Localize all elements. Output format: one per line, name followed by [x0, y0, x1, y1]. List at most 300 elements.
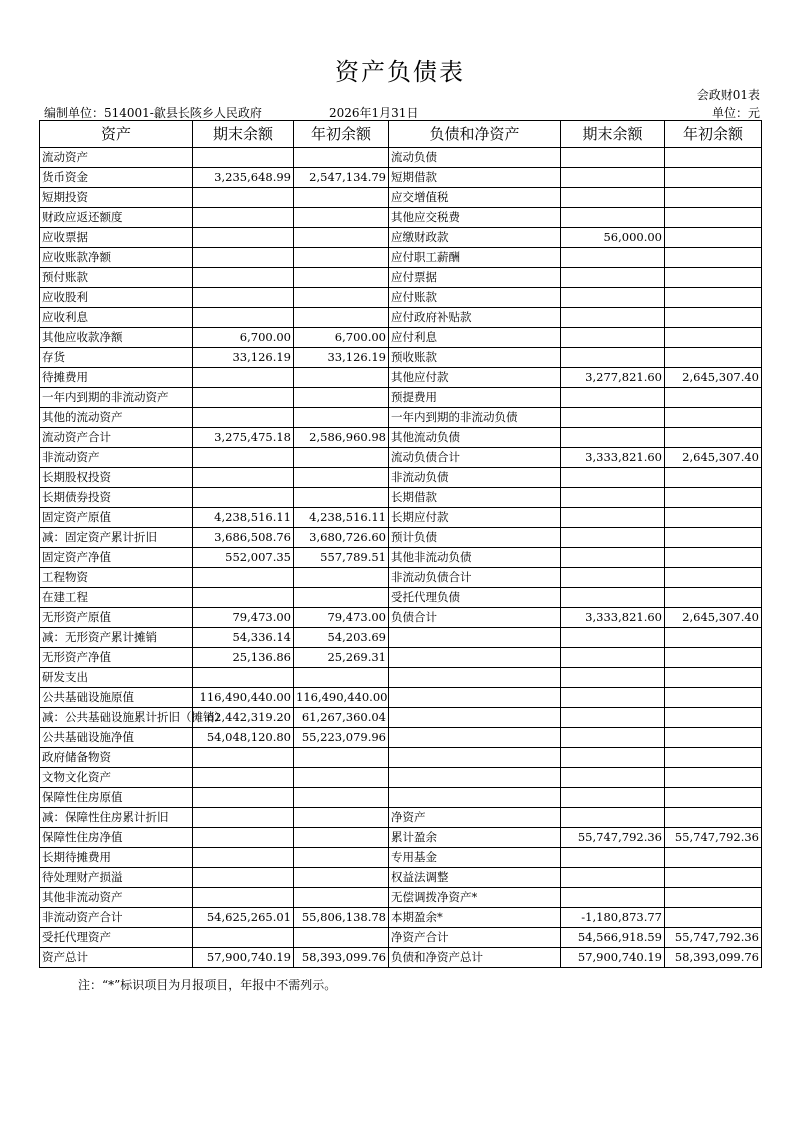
- asset-begin-balance: [294, 368, 389, 388]
- liability-item: 负债合计: [389, 608, 561, 628]
- asset-end-balance: [193, 768, 294, 788]
- header-liab-begin: 年初余额: [665, 121, 762, 148]
- liability-item: 净资产合计: [389, 928, 561, 948]
- table-row: [40, 668, 762, 688]
- liability-begin-balance: 55,747,792.36: [665, 828, 762, 848]
- asset-end-balance: 552,007.35: [193, 548, 294, 568]
- table-row: [40, 648, 762, 668]
- liability-item: 本期盈余*: [389, 908, 561, 928]
- asset-begin-balance: [294, 148, 389, 168]
- asset-begin-balance: 2,547,134.79: [294, 168, 389, 188]
- asset-end-balance: 116,490,440.00: [193, 688, 294, 708]
- asset-begin-balance: [294, 468, 389, 488]
- asset-item: 公共基础设施净值: [40, 728, 193, 748]
- liability-end-balance: [561, 408, 665, 428]
- liability-begin-balance: [665, 588, 762, 608]
- table-row: [40, 188, 762, 208]
- liability-begin-balance: [665, 388, 762, 408]
- asset-item: 非流动资产合计: [40, 908, 193, 928]
- liability-end-balance: [561, 248, 665, 268]
- liability-item: 预收账款: [389, 348, 561, 368]
- table-row: [40, 508, 762, 528]
- liability-item: [389, 668, 561, 688]
- asset-begin-balance: [294, 868, 389, 888]
- liability-item: [389, 788, 561, 808]
- asset-begin-balance: 116,490,440.00: [294, 688, 389, 708]
- asset-item: 其他应收款净额: [40, 328, 193, 348]
- asset-begin-balance: [294, 928, 389, 948]
- table-row: [40, 228, 762, 248]
- balance-sheet-table: [39, 120, 762, 968]
- asset-item: 减：公共基础设施累计折旧（摊销）: [40, 708, 193, 728]
- asset-begin-balance: [294, 188, 389, 208]
- table-row: [40, 808, 762, 828]
- liability-item: [389, 728, 561, 748]
- asset-end-balance: [193, 668, 294, 688]
- asset-end-balance: [193, 248, 294, 268]
- liability-end-balance: [561, 268, 665, 288]
- asset-begin-balance: 4,238,516.11: [294, 508, 389, 528]
- liability-end-balance: 55,747,792.36: [561, 828, 665, 848]
- asset-begin-balance: [294, 588, 389, 608]
- asset-item: 待摊费用: [40, 368, 193, 388]
- liability-end-balance: [561, 308, 665, 328]
- liability-end-balance: [561, 728, 665, 748]
- table-row: [40, 308, 762, 328]
- asset-end-balance: 3,235,648.99: [193, 168, 294, 188]
- asset-end-balance: [193, 748, 294, 768]
- table-row: [40, 728, 762, 748]
- liability-begin-balance: [665, 288, 762, 308]
- liability-end-balance: 3,333,821.60: [561, 608, 665, 628]
- asset-begin-balance: 58,393,099.76: [294, 948, 389, 968]
- liability-begin-balance: [665, 648, 762, 668]
- table-row: [40, 928, 762, 948]
- asset-item: 其他非流动资产: [40, 888, 193, 908]
- liability-begin-balance: [665, 208, 762, 228]
- table-row: [40, 148, 762, 168]
- asset-end-balance: 4,238,516.11: [193, 508, 294, 528]
- asset-item: 固定资产原值: [40, 508, 193, 528]
- asset-end-balance: [193, 288, 294, 308]
- liability-begin-balance: 58,393,099.76: [665, 948, 762, 968]
- footnote: 注：“*”标识项目为月报项目，年报中不需列示。: [78, 978, 337, 992]
- asset-begin-balance: [294, 568, 389, 588]
- table-row: [40, 428, 762, 448]
- liability-begin-balance: [665, 488, 762, 508]
- liability-item: 应付账款: [389, 288, 561, 308]
- liability-item: 预计负债: [389, 528, 561, 548]
- asset-item: 应收股利: [40, 288, 193, 308]
- asset-item: 政府储备物资: [40, 748, 193, 768]
- liability-item: 应付利息: [389, 328, 561, 348]
- liability-item: 权益法调整: [389, 868, 561, 888]
- liability-item: 受托代理负债: [389, 588, 561, 608]
- asset-begin-balance: [294, 448, 389, 468]
- asset-end-balance: [193, 868, 294, 888]
- asset-begin-balance: [294, 288, 389, 308]
- liability-item: 累计盈余: [389, 828, 561, 848]
- table-row: [40, 888, 762, 908]
- asset-end-balance: 54,625,265.01: [193, 908, 294, 928]
- asset-begin-balance: [294, 768, 389, 788]
- liability-item: 非流动负债合计: [389, 568, 561, 588]
- liability-begin-balance: [665, 148, 762, 168]
- asset-end-balance: [193, 808, 294, 828]
- asset-end-balance: 79,473.00: [193, 608, 294, 628]
- liability-begin-balance: [665, 168, 762, 188]
- asset-item: 固定资产净值: [40, 548, 193, 568]
- liability-begin-balance: [665, 848, 762, 868]
- liability-end-balance: 54,566,918.59: [561, 928, 665, 948]
- asset-end-balance: [193, 788, 294, 808]
- table-row: [40, 468, 762, 488]
- asset-end-balance: [193, 588, 294, 608]
- asset-end-balance: 54,336.14: [193, 628, 294, 648]
- asset-item: 资产总计: [40, 948, 193, 968]
- liability-begin-balance: 2,645,307.40: [665, 608, 762, 628]
- asset-begin-balance: [294, 808, 389, 828]
- table-row: [40, 408, 762, 428]
- liability-begin-balance: [665, 508, 762, 528]
- asset-begin-balance: 55,223,079.96: [294, 728, 389, 748]
- asset-begin-balance: [294, 228, 389, 248]
- liability-end-balance: [561, 488, 665, 508]
- asset-begin-balance: [294, 268, 389, 288]
- asset-item: 减：固定资产累计折旧: [40, 528, 193, 548]
- reporting-unit: 编制单位：514001-歙县长陔乡人民政府: [44, 106, 262, 120]
- asset-begin-balance: [294, 208, 389, 228]
- liability-end-balance: [561, 888, 665, 908]
- liability-end-balance: [561, 648, 665, 668]
- header-liabilities: 负债和净资产: [389, 121, 561, 148]
- liability-begin-balance: [665, 728, 762, 748]
- asset-end-balance: [193, 148, 294, 168]
- liability-item: 应付职工薪酬: [389, 248, 561, 268]
- liability-begin-balance: [665, 228, 762, 248]
- asset-begin-balance: [294, 488, 389, 508]
- liability-item: 非流动负债: [389, 468, 561, 488]
- asset-begin-balance: 61,267,360.04: [294, 708, 389, 728]
- liability-end-balance: [561, 468, 665, 488]
- liability-end-balance: -1,180,873.77: [561, 908, 665, 928]
- liability-end-balance: [561, 508, 665, 528]
- liability-end-balance: [561, 748, 665, 768]
- asset-end-balance: 33,126.19: [193, 348, 294, 368]
- table-row: [40, 548, 762, 568]
- table-row: [40, 828, 762, 848]
- asset-end-balance: 6,700.00: [193, 328, 294, 348]
- table-row: [40, 608, 762, 628]
- header-asset-begin: 年初余额: [294, 121, 389, 148]
- asset-end-balance: [193, 408, 294, 428]
- form-code: 会政财01表: [696, 88, 760, 102]
- liability-item: [389, 688, 561, 708]
- table-row: [40, 488, 762, 508]
- liability-item: 应付政府补贴款: [389, 308, 561, 328]
- liability-begin-balance: [665, 428, 762, 448]
- liability-item: 应缴财政款: [389, 228, 561, 248]
- liability-begin-balance: [665, 568, 762, 588]
- liability-begin-balance: [665, 528, 762, 548]
- liability-item: 其他应付款: [389, 368, 561, 388]
- liability-item: 短期借款: [389, 168, 561, 188]
- liability-item: 专用基金: [389, 848, 561, 868]
- liability-end-balance: [561, 708, 665, 728]
- liability-begin-balance: [665, 348, 762, 368]
- asset-end-balance: [193, 928, 294, 948]
- table-row: [40, 628, 762, 648]
- table-row: [40, 208, 762, 228]
- liability-begin-balance: [665, 268, 762, 288]
- liability-end-balance: [561, 628, 665, 648]
- asset-item: 无形资产原值: [40, 608, 193, 628]
- asset-item: 长期待摊费用: [40, 848, 193, 868]
- liability-end-balance: 3,333,821.60: [561, 448, 665, 468]
- liability-item: 预提费用: [389, 388, 561, 408]
- asset-begin-balance: [294, 408, 389, 428]
- liability-item: 其他流动负债: [389, 428, 561, 448]
- liability-item: 应付票据: [389, 268, 561, 288]
- liability-begin-balance: [665, 688, 762, 708]
- header-asset-end: 期末余额: [193, 121, 294, 148]
- liability-begin-balance: [665, 328, 762, 348]
- table-row: [40, 908, 762, 928]
- liability-begin-balance: [665, 408, 762, 428]
- asset-end-balance: [193, 488, 294, 508]
- asset-begin-balance: [294, 308, 389, 328]
- table-row: [40, 588, 762, 608]
- table-row: [40, 768, 762, 788]
- asset-item: 财政应返还额度: [40, 208, 193, 228]
- table-row: [40, 448, 762, 468]
- liability-end-balance: 57,900,740.19: [561, 948, 665, 968]
- header-row: [40, 121, 762, 148]
- asset-item: 工程物资: [40, 568, 193, 588]
- liability-begin-balance: [665, 548, 762, 568]
- asset-item: 待处理财产损溢: [40, 868, 193, 888]
- header-asset: 资产: [40, 121, 193, 148]
- asset-item: 保障性住房原值: [40, 788, 193, 808]
- liability-item: [389, 748, 561, 768]
- asset-begin-balance: [294, 748, 389, 768]
- asset-item: 减：保障性住房累计折旧: [40, 808, 193, 828]
- liability-end-balance: [561, 428, 665, 448]
- asset-item: 存货: [40, 348, 193, 368]
- asset-end-balance: [193, 388, 294, 408]
- liability-item: [389, 628, 561, 648]
- liability-end-balance: [561, 668, 665, 688]
- report-meta: [44, 104, 760, 120]
- asset-begin-balance: [294, 668, 389, 688]
- liability-item: 净资产: [389, 808, 561, 828]
- report-title: 资产负债表: [335, 58, 465, 86]
- table-row: [40, 748, 762, 768]
- asset-end-balance: [193, 468, 294, 488]
- asset-end-balance: [193, 228, 294, 248]
- asset-end-balance: [193, 848, 294, 868]
- asset-end-balance: [193, 188, 294, 208]
- table-row: [40, 268, 762, 288]
- liability-end-balance: [561, 348, 665, 368]
- liability-begin-balance: [665, 868, 762, 888]
- asset-end-balance: [193, 888, 294, 908]
- asset-end-balance: 54,048,120.80: [193, 728, 294, 748]
- asset-end-balance: 3,686,508.76: [193, 528, 294, 548]
- asset-begin-balance: 2,586,960.98: [294, 428, 389, 448]
- liability-begin-balance: [665, 808, 762, 828]
- liability-end-balance: [561, 528, 665, 548]
- header-liab-end: 期末余额: [561, 121, 665, 148]
- asset-end-balance: 62,442,319.20: [193, 708, 294, 728]
- asset-item: 其他的流动资产: [40, 408, 193, 428]
- table-row: [40, 528, 762, 548]
- report-date: 2026年1月31日: [329, 106, 419, 120]
- asset-end-balance: [193, 828, 294, 848]
- table-row: [40, 688, 762, 708]
- liability-item: 流动负债合计: [389, 448, 561, 468]
- liability-end-balance: [561, 208, 665, 228]
- asset-item: 非流动资产: [40, 448, 193, 468]
- table-row: [40, 248, 762, 268]
- asset-item: 减：无形资产累计摊销: [40, 628, 193, 648]
- liability-item: [389, 648, 561, 668]
- liability-end-balance: [561, 388, 665, 408]
- liability-end-balance: [561, 868, 665, 888]
- liability-end-balance: [561, 808, 665, 828]
- table-row: [40, 328, 762, 348]
- asset-end-balance: 3,275,475.18: [193, 428, 294, 448]
- asset-begin-balance: 3,680,726.60: [294, 528, 389, 548]
- liability-begin-balance: 2,645,307.40: [665, 368, 762, 388]
- liability-end-balance: [561, 788, 665, 808]
- liability-begin-balance: [665, 188, 762, 208]
- asset-begin-balance: 6,700.00: [294, 328, 389, 348]
- asset-item: 流动资产合计: [40, 428, 193, 448]
- liability-begin-balance: [665, 468, 762, 488]
- liability-item: 负债和净资产总计: [389, 948, 561, 968]
- table-row: [40, 388, 762, 408]
- asset-begin-balance: 55,806,138.78: [294, 908, 389, 928]
- asset-begin-balance: [294, 388, 389, 408]
- asset-end-balance: [193, 448, 294, 468]
- table-row: [40, 348, 762, 368]
- asset-item: 一年内到期的非流动资产: [40, 388, 193, 408]
- asset-begin-balance: [294, 848, 389, 868]
- asset-item: 应收账款净额: [40, 248, 193, 268]
- asset-item: 保障性住房净值: [40, 828, 193, 848]
- asset-item: 长期债券投资: [40, 488, 193, 508]
- liability-begin-balance: [665, 308, 762, 328]
- liability-begin-balance: 55,747,792.36: [665, 928, 762, 948]
- asset-item: 在建工程: [40, 588, 193, 608]
- liability-item: 其他应交税费: [389, 208, 561, 228]
- table-row: [40, 168, 762, 188]
- liability-begin-balance: [665, 788, 762, 808]
- liability-item: 长期借款: [389, 488, 561, 508]
- asset-item: 预付账款: [40, 268, 193, 288]
- liability-end-balance: [561, 148, 665, 168]
- liability-begin-balance: [665, 908, 762, 928]
- liability-item: [389, 768, 561, 788]
- liability-begin-balance: [665, 768, 762, 788]
- asset-end-balance: [193, 268, 294, 288]
- liability-end-balance: [561, 328, 665, 348]
- liability-item: 流动负债: [389, 148, 561, 168]
- liability-item: 无偿调拨净资产*: [389, 888, 561, 908]
- liability-end-balance: [561, 588, 665, 608]
- asset-item: 受托代理资产: [40, 928, 193, 948]
- asset-begin-balance: [294, 888, 389, 908]
- table-row: [40, 568, 762, 588]
- liability-end-balance: [561, 188, 665, 208]
- liability-begin-balance: [665, 668, 762, 688]
- asset-begin-balance: [294, 248, 389, 268]
- asset-begin-balance: 557,789.51: [294, 548, 389, 568]
- liability-begin-balance: [665, 708, 762, 728]
- liability-begin-balance: [665, 748, 762, 768]
- liability-end-balance: [561, 168, 665, 188]
- table-row: [40, 368, 762, 388]
- liability-item: 长期应付款: [389, 508, 561, 528]
- liability-end-balance: [561, 568, 665, 588]
- asset-end-balance: [193, 368, 294, 388]
- liability-begin-balance: [665, 248, 762, 268]
- liability-end-balance: [561, 688, 665, 708]
- liability-item: [389, 708, 561, 728]
- asset-item: 流动资产: [40, 148, 193, 168]
- asset-item: 公共基础设施原值: [40, 688, 193, 708]
- liability-begin-balance: 2,645,307.40: [665, 448, 762, 468]
- table-row: [40, 948, 762, 968]
- asset-end-balance: [193, 308, 294, 328]
- liability-begin-balance: [665, 888, 762, 908]
- liability-item: 一年内到期的非流动负债: [389, 408, 561, 428]
- asset-begin-balance: 79,473.00: [294, 608, 389, 628]
- table-row: [40, 868, 762, 888]
- asset-begin-balance: [294, 788, 389, 808]
- currency-unit: 单位：元: [711, 106, 760, 120]
- liability-item: 应交增值税: [389, 188, 561, 208]
- table-row: [40, 288, 762, 308]
- asset-end-balance: 25,136.86: [193, 648, 294, 668]
- asset-end-balance: 57,900,740.19: [193, 948, 294, 968]
- asset-item: 应收票据: [40, 228, 193, 248]
- asset-item: 文物文化资产: [40, 768, 193, 788]
- liability-begin-balance: [665, 628, 762, 648]
- asset-begin-balance: 33,126.19: [294, 348, 389, 368]
- liability-end-balance: [561, 848, 665, 868]
- liability-end-balance: 56,000.00: [561, 228, 665, 248]
- liability-end-balance: [561, 288, 665, 308]
- table-row: [40, 708, 762, 728]
- liability-end-balance: [561, 548, 665, 568]
- asset-item: 货币资金: [40, 168, 193, 188]
- asset-item: 研发支出: [40, 668, 193, 688]
- liability-end-balance: 3,277,821.60: [561, 368, 665, 388]
- table-row: [40, 788, 762, 808]
- liability-end-balance: [561, 768, 665, 788]
- asset-item: 无形资产净值: [40, 648, 193, 668]
- table-row: [40, 848, 762, 868]
- asset-item: 应收利息: [40, 308, 193, 328]
- asset-item: 长期股权投资: [40, 468, 193, 488]
- asset-end-balance: [193, 568, 294, 588]
- asset-begin-balance: [294, 828, 389, 848]
- asset-end-balance: [193, 208, 294, 228]
- liability-item: 其他非流动负债: [389, 548, 561, 568]
- asset-begin-balance: 25,269.31: [294, 648, 389, 668]
